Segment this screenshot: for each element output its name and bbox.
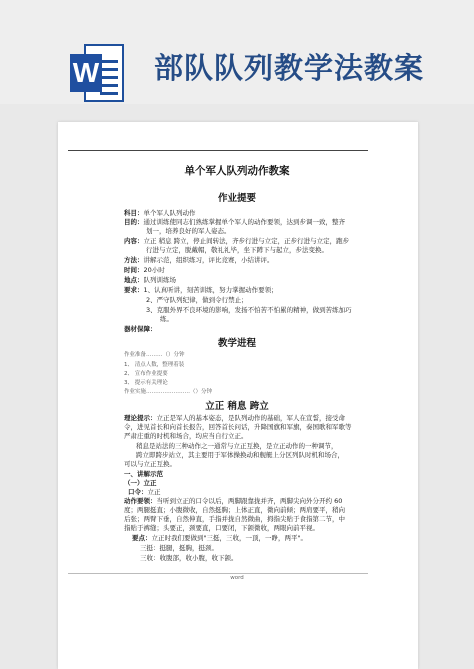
footer-rule: [68, 573, 368, 574]
banner-title: 部队队列教学法教案: [154, 51, 425, 85]
requirement-line-3b: 练。: [160, 315, 173, 323]
process-line: 3、 提示有关理论: [124, 380, 168, 386]
place-line: 地点：队列训练场: [124, 276, 176, 284]
method-line: 方法：讲解示范，组织练习，评比竞赛，小结讲评。: [124, 256, 274, 264]
page-footer: word: [230, 575, 244, 581]
subject-line: 科目：单个军人队列动作: [124, 209, 196, 217]
header-rule: [68, 150, 368, 151]
document-title: 单个军人队列动作教案: [184, 165, 290, 177]
process-line: 作业准备………（）分钟: [124, 352, 185, 358]
key-point-line: 三收：收腹部，收小腹，收下颌。: [140, 554, 238, 562]
word-document-icon: [70, 44, 124, 102]
content-line-2: 行进与立定，脱戴帽，敬礼礼毕，坐下蹲下与起立，步法变换。: [146, 246, 328, 254]
theory-line: 令，进见首长和向首长报告，回答首长问话，升降国旗和军旗，奏国歌和军歌等: [124, 423, 352, 431]
demo-heading: 一、讲解示范: [124, 470, 163, 478]
demo-subheading: （一）立正: [124, 479, 157, 487]
essentials-line: 动作要领：当听到立正的口令以后，两脚跟靠拢并齐，两脚尖向外分开约 60: [124, 497, 343, 505]
key-point-line: 三挺：挺腿，挺胸，挺颈。: [140, 544, 218, 552]
time-line: 时间：20小时: [124, 266, 165, 274]
requirement-line-3: 3、克服外界不良环境的影响，发扬不怕苦不怕累的精神，做到苦练加巧: [146, 306, 352, 314]
process-line: 2、 宣布作业提要: [124, 371, 168, 377]
key-point-line: 要点：立正时我们要做到"三挺，三收，一顶，一睁，两平"。: [132, 534, 307, 542]
essentials-line: 指贴于裤缝；头要正，颈要直，口要闭，下颌微收，两眼向前平视。: [124, 524, 319, 532]
essentials-line: 后张；两臂下垂，自然伸直，手指并拢自然微曲，拇指尖贴于食指第二节，中: [124, 515, 345, 523]
section-heading-stance: 立正 稍息 跨立: [205, 401, 269, 412]
process-line: 作业实施……………………（）分钟: [124, 389, 213, 395]
theory-line: 可以与立正互换。: [124, 460, 176, 468]
banner: [0, 0, 474, 104]
essentials-line: 度；两腿挺直；小腹微收，自然挺胸；上体正直，微向前倾；两肩要平，稍向: [124, 506, 345, 514]
document-page: [58, 122, 418, 669]
theory-line: 稍息是站法的三种动作之一通常与立正互换，是立正动作的一种调节，: [136, 442, 338, 450]
word-logo-letter: W: [70, 54, 102, 92]
content-line: 内容：立正 稍息 跨立，停止间转法，齐步行进与立定，正步行进与立定，跑步: [124, 237, 350, 245]
theory-line: 跨立即跨步站立，其主要用于军体操换动和舰艇上分区列队时机和场合，: [136, 451, 344, 459]
purpose-line-2: 划一，培养良好的军人姿态。: [146, 227, 231, 235]
section-heading-summary: 作业提要: [217, 193, 256, 204]
process-line: 1、 清点人数，整理着装: [124, 362, 185, 368]
theory-line: 理论提示：立正是军人的基本姿态，是队列动作的基础，军人在宣誓，接受命: [124, 414, 345, 422]
equipment-line: 器材保障：: [124, 325, 157, 333]
section-heading-process: 教学进程: [217, 338, 256, 349]
command-line: 口令：立正: [128, 488, 161, 496]
requirement-line: 要求：1、认真听讲，刻苦训练，努力掌握动作要领；: [124, 286, 278, 294]
purpose-line: 目的：通过训练使同志们熟练掌握单个军人的动作要领，达到步调一致，整齐: [124, 218, 345, 226]
theory-line: 严肃庄重的时机和场合，均应当自行立正。: [124, 432, 248, 440]
requirement-line-2: 2、严守队列纪律，做到令行禁止；: [146, 296, 248, 304]
